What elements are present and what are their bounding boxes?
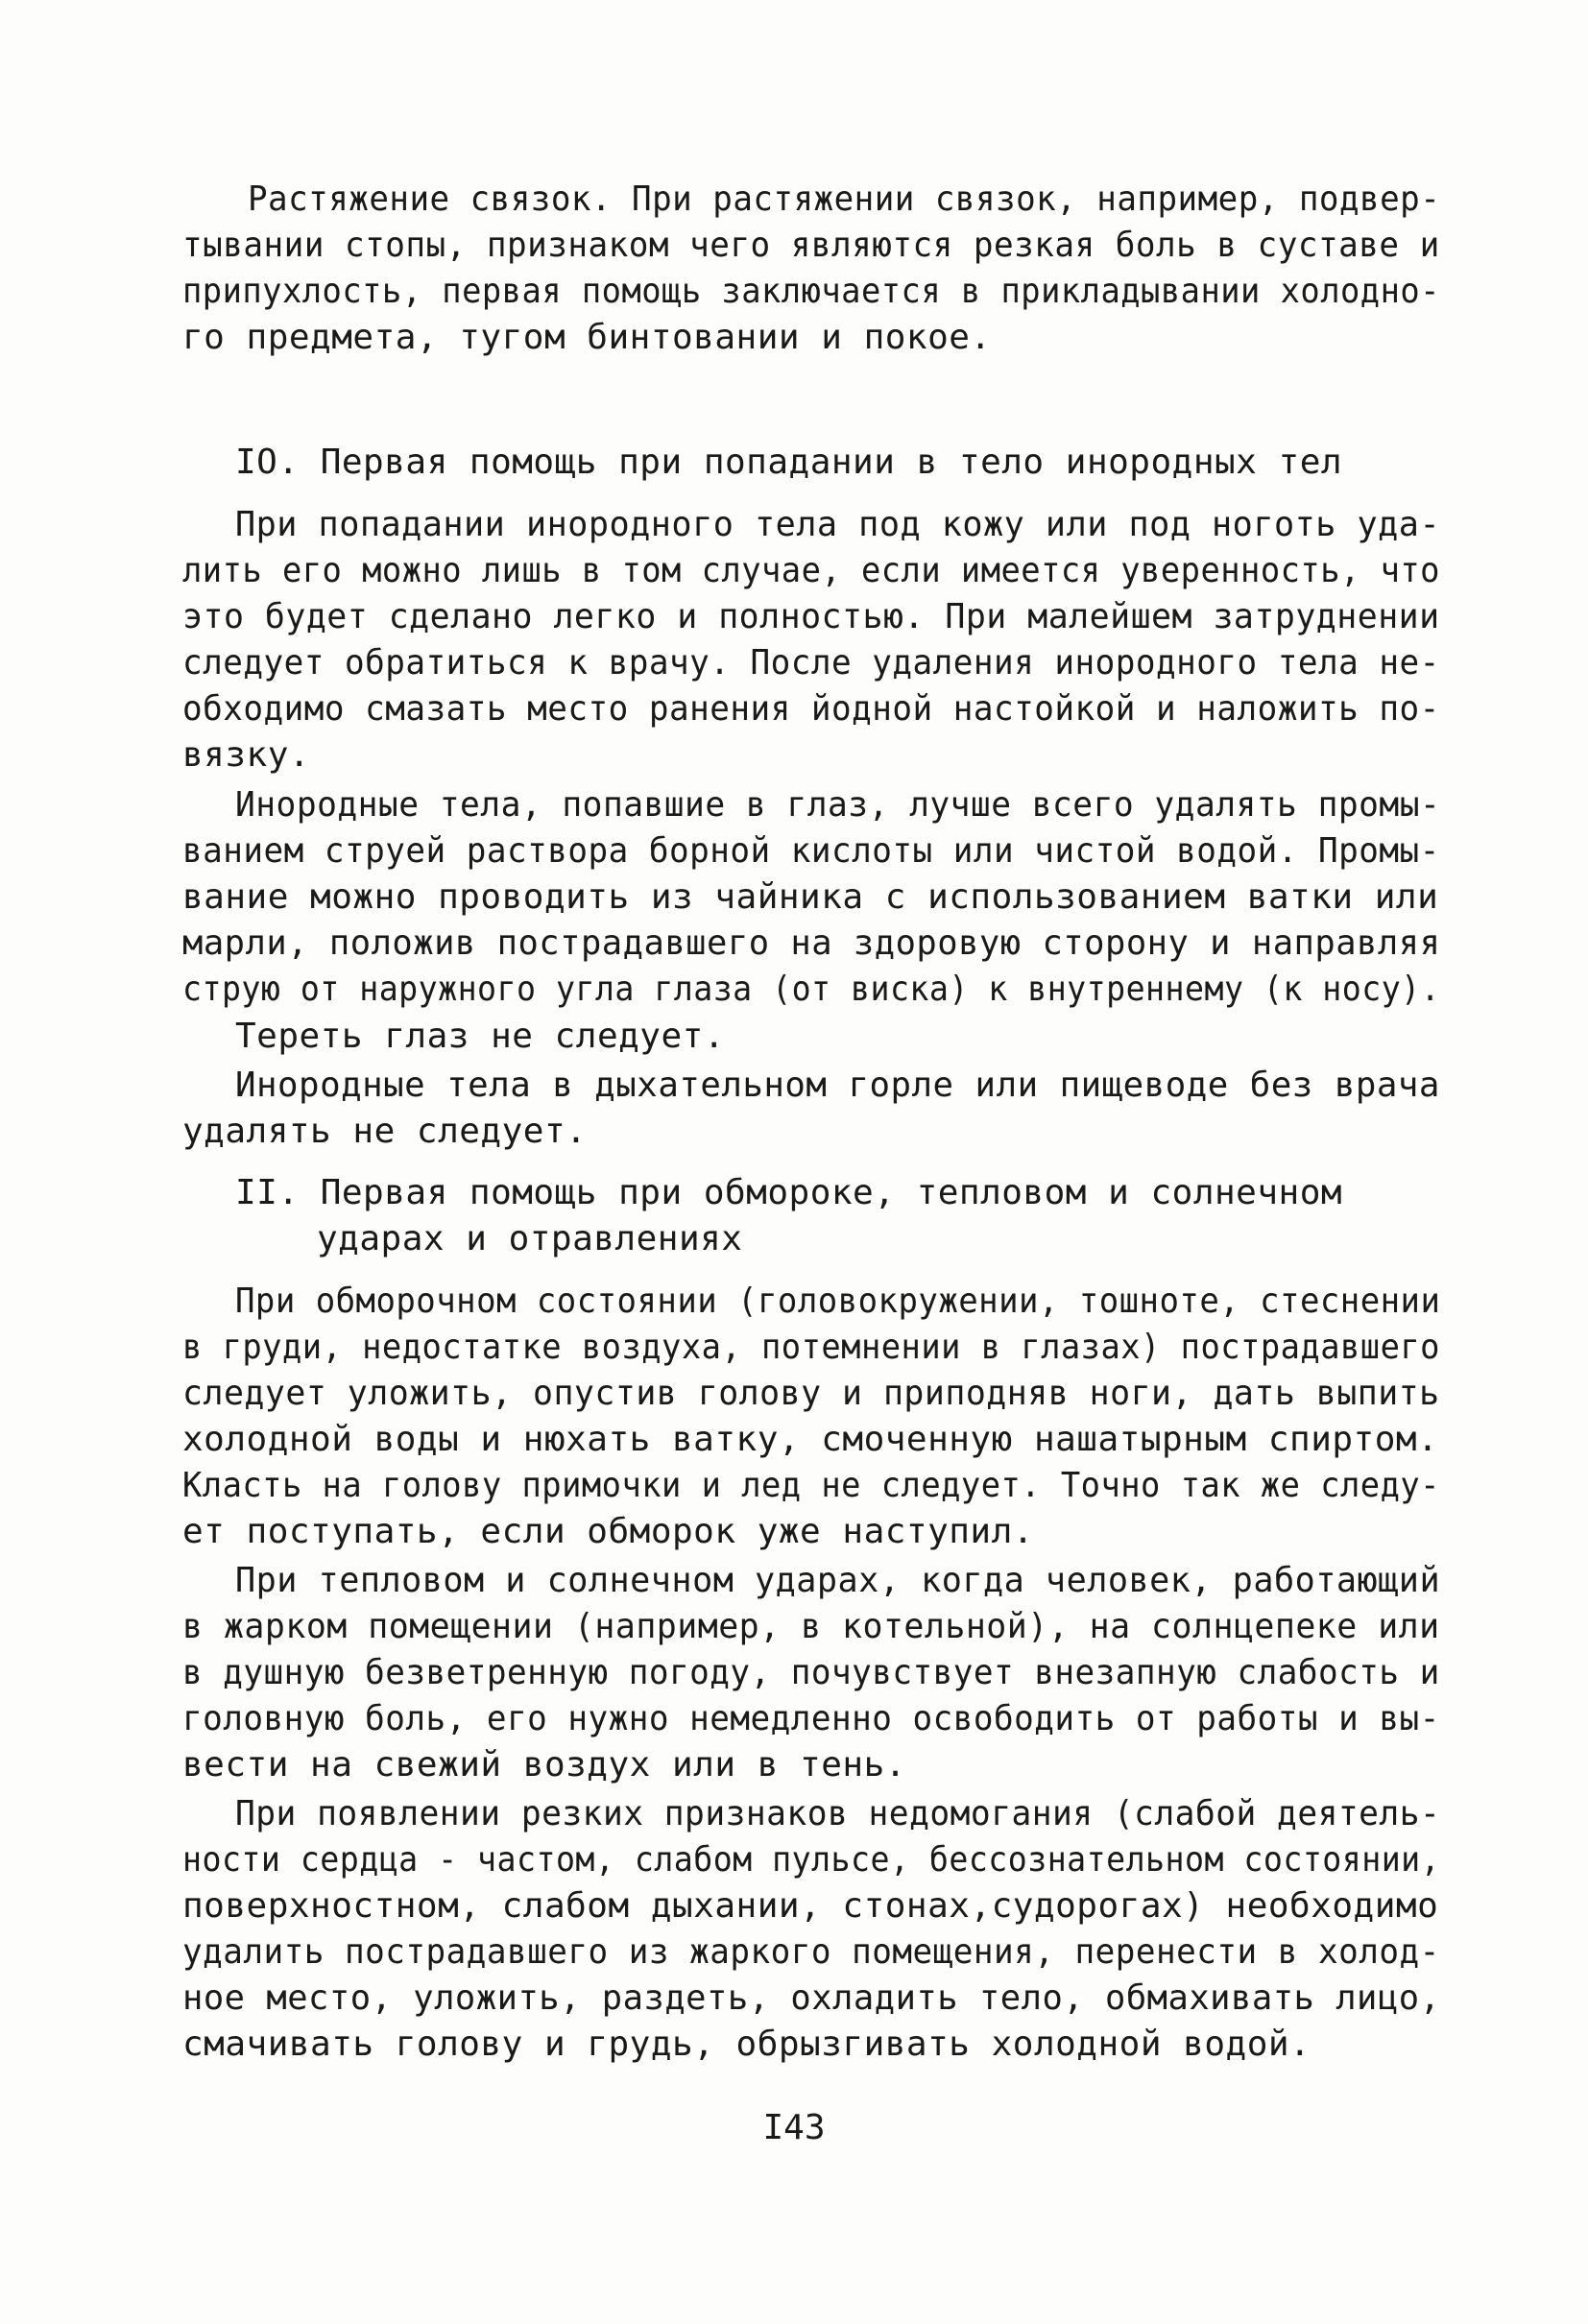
text-line: вязку. (182, 735, 311, 775)
text-line: это будет сделано легко и полностью. При малейшем затруднении (182, 597, 1440, 636)
text-line: в груди, недостатке воздуха, потемнении в глазах) пострадавшего (182, 1328, 1440, 1367)
text-line: Тереть глаз не следует. (235, 1017, 725, 1056)
text-line: тывании стопы, признаком чего являются резкая боль в суставе и (182, 226, 1440, 265)
text-line: удалить пострадавшего из жаркого помещения, перенести в холод- (182, 1932, 1440, 1972)
text-line: ное место, уложить, раздеть, охладить тело, обмахивать лицо, (182, 1978, 1441, 2018)
text-line: в жарком помещении (например, в котельной), на солнцепеке или (182, 1607, 1440, 1646)
text-line: ванием струей раствора борной кислоты или чистой водой. Промы- (182, 831, 1440, 871)
text-line: обходимо смазать место ранения йодной настойкой и наложить по- (182, 689, 1440, 729)
heading-line: IO. Первая помощь при попадании в тело инородных тел (235, 443, 1343, 482)
text-line: марли, положив пострадавшего на здоровую сторону и направляя (182, 923, 1441, 963)
text-line: При появлении резких признаков недомогания (слабой деятель- (235, 1794, 1441, 1833)
text-line: поверхностном, слабом дыхании, стонах,судорогах) необходимо (182, 1886, 1439, 1926)
text-line: в душную безветренную погоду, почувствует внезапную слабость и (182, 1653, 1440, 1692)
text-line: вести на свежий воздух или в тень. (182, 1745, 906, 1785)
text-line: При тепловом и солнечном ударах, когда человек, работающий (235, 1561, 1441, 1600)
heading-line: II. Первая помощь при обмороке, тепловом и солнечном (235, 1173, 1343, 1212)
text-line: струю от наружного угла глаза (от виска) к внутреннему (к носу). (182, 970, 1441, 1009)
text-line: смачивать голову и грудь, обрызгивать холодной водой. (182, 2025, 1311, 2064)
text-line: ности сердца - частом, слабом пульсе, бессознательном состоянии, (182, 1840, 1441, 1880)
text-line: го предмета, тугом бинтовании и покое. (182, 318, 992, 357)
text-line: При попадании инородного тела под кожу или под ноготь уда- (235, 505, 1441, 544)
text-line: следует обратиться к врачу. После удаления инородного тела не- (182, 643, 1440, 683)
text-line: припухлость, первая помощь заключается в прикладывании холодно- (182, 272, 1440, 311)
text-line: ет поступать, если обморок уже наступил. (182, 1512, 1034, 1551)
text-line: Растяжение связок. При растяжении связок, например, подвер- (248, 180, 1441, 219)
text-line: При обморочном состоянии (головокружении, тошноте, стеснении (235, 1282, 1441, 1321)
text-line: Класть на голову примочки и лед не следует. Точно так же следу- (182, 1466, 1440, 1505)
text-line: следует уложить, опустив голову и приподняв ноги, дать выпить (182, 1374, 1440, 1413)
text-line: удалять не следует. (182, 1112, 588, 1151)
page-number: I43 (762, 2108, 826, 2147)
text-line: головную боль, его нужно немедленно освободить от работы и вы- (182, 1699, 1440, 1738)
text-line: лить его можно лишь в том случае, если имеется уверенность, что (182, 551, 1440, 590)
text-line: холодной воды и нюхать ватку, смоченную нашатырным спиртом. (182, 1420, 1439, 1459)
text-line: Инородные тела в дыхательном горле или пищеводе без врача (235, 1066, 1440, 1105)
text-line: Инородные тела, попавшие в глаз, лучше всего удалять промы- (235, 785, 1441, 825)
text-line: вание можно проводить из чайника с использованием ватки или (182, 877, 1439, 917)
heading-line: ударах и отравлениях (317, 1219, 743, 1258)
